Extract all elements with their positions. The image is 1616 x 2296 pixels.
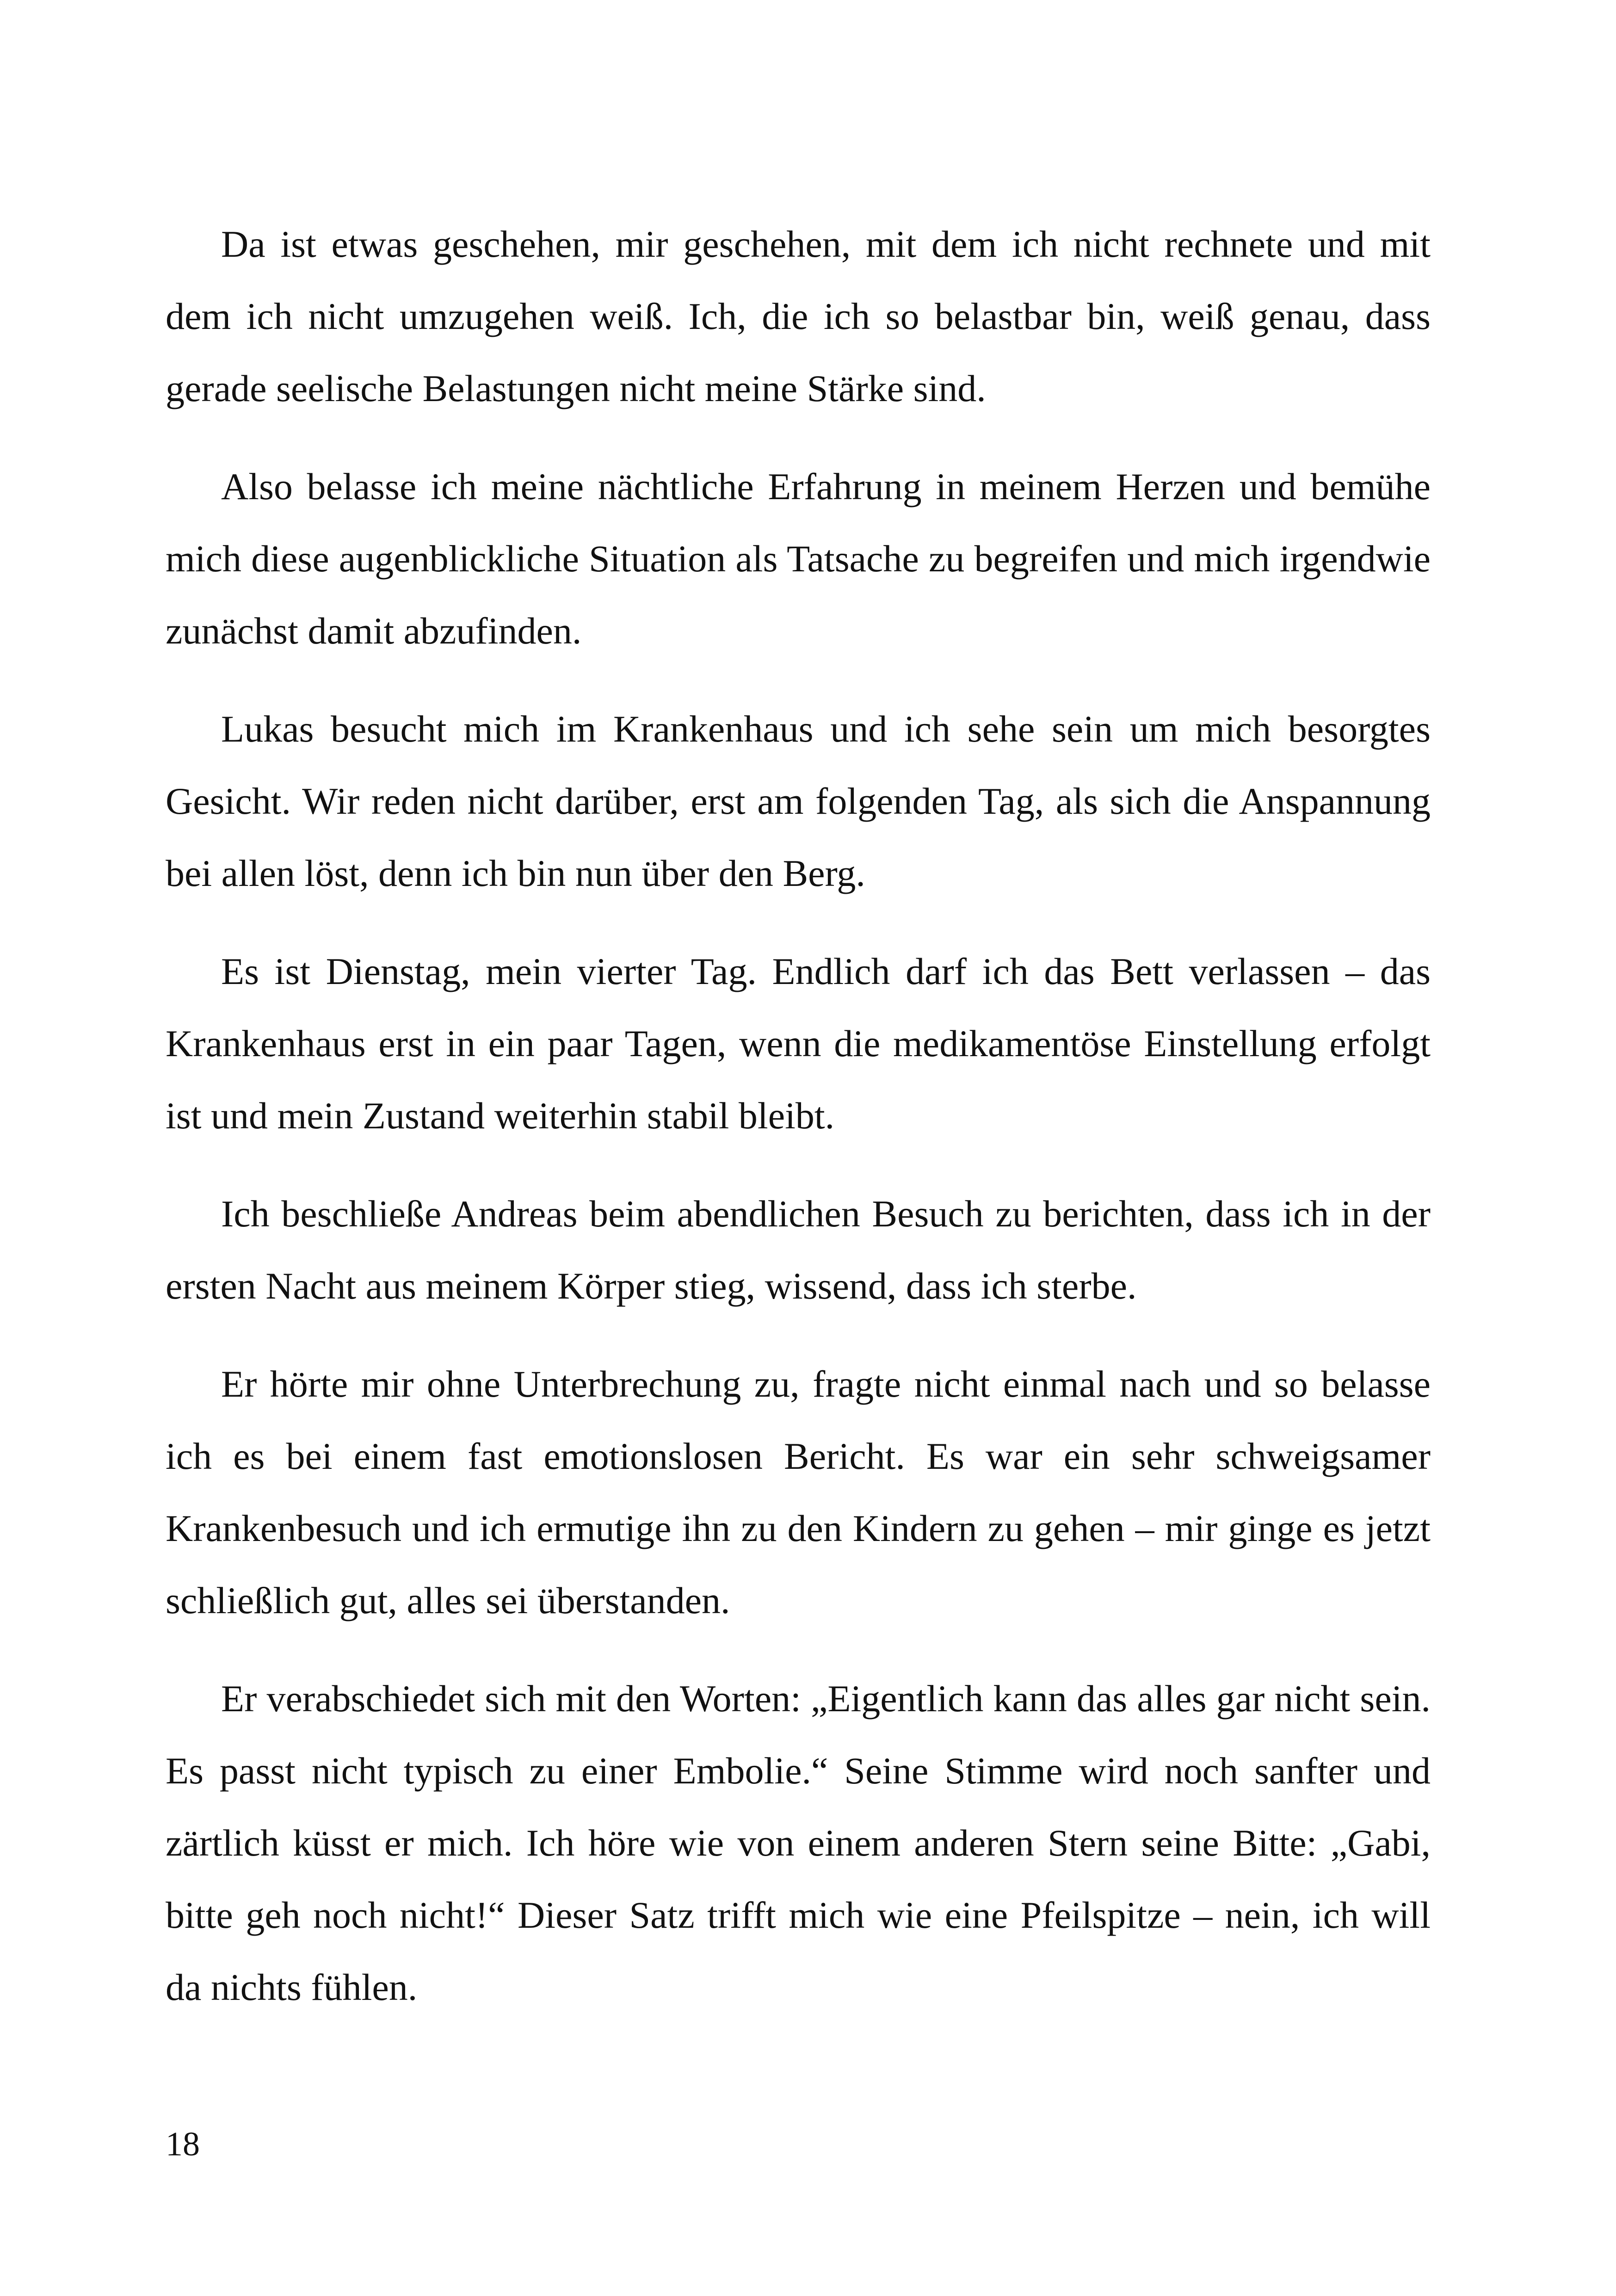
paragraph-4: Es ist Dienstag, mein vierter Tag. Endlich darf ich das Bett verlassen – das Krankenhaus erst in ein paar Tagen, wenn die medikamentöse Einstellung erfolgt ist und mein Zustand weiterhin stabil bleibt. (166, 950, 1431, 1137)
paragraph-6: Er hörte mir ohne Unterbrechung zu, fragte nicht einmal nach und so belasse ich es bei einem fast emotionslosen Bericht. Es war ein sehr schweigsamer Krankenbesuch und ich ermutige ihn zu den Kindern zu gehen – mir ginge es jetzt schließlich gut, alles sei überstanden. (166, 1363, 1431, 1621)
paragraph-2: Also belasse ich meine nächtliche Erfahrung in meinem Herzen und bemühe mich diese augenblickliche Situation als Tatsache zu begreifen und mich irgendwie zunächst damit abzufinden. (166, 465, 1431, 652)
paragraph-1: Da ist etwas geschehen, mir geschehen, mit dem ich nicht rechnete und mit dem ich nicht umzugehen weiß. Ich, die ich so belastbar bin, weiß genau, dass gerade seelische Belastungen nicht meine Stärke sind. (166, 223, 1431, 409)
body-text (166, 208, 1431, 2049)
page-number: 18 (166, 2125, 200, 2163)
paragraph-5: Ich beschließe Andreas beim abendlichen Besuch zu berichten, dass ich in der ersten Nacht aus meinem Körper stieg, wissend, dass ich sterbe. (166, 1193, 1431, 1307)
paragraph-3: Lukas besucht mich im Krankenhaus und ich sehe sein um mich besorgtes Gesicht. Wir reden nicht darüber, erst am folgenden Tag, als sich die Anspannung bei allen löst, denn ich bin nun über den Berg. (166, 708, 1431, 894)
paragraph-7: Er verabschiedet sich mit den Worten: „Eigentlich kann das alles gar nicht sein. Es passt nicht typisch zu einer Embolie.“ Seine Stimme wird noch sanfter und zärtlich küsst er mich. Ich höre wie von einem anderen Stern seine Bitte: „Gabi, bitte geh noch nicht!“ Dieser Satz trifft mich wie eine Pfeilspitze – nein, ich will da nichts fühlen. (166, 1677, 1431, 2008)
